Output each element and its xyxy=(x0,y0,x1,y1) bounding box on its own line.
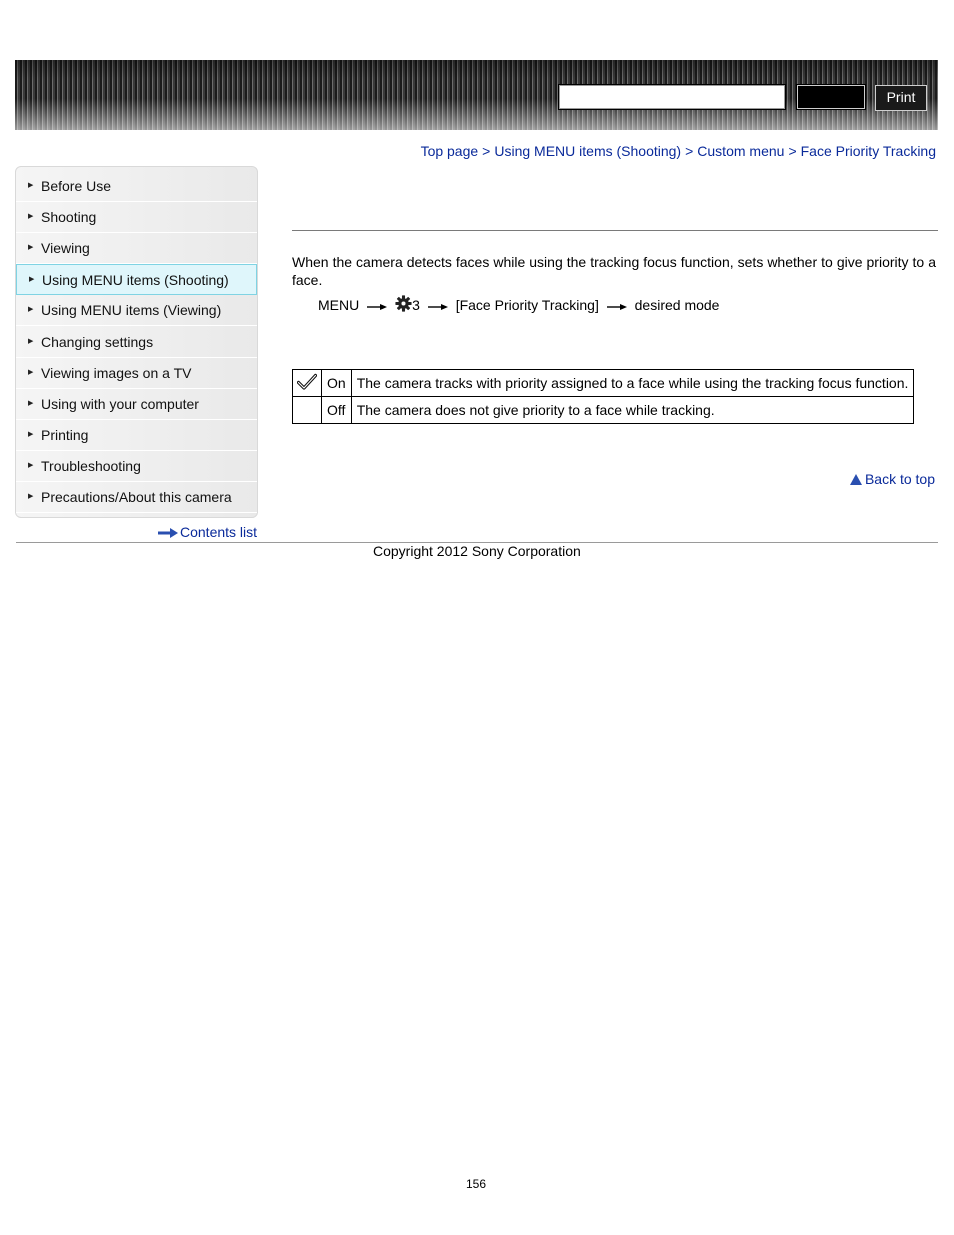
mode-name-cell: Off xyxy=(322,397,352,424)
copyright-text: Copyright 2012 Sony Corporation xyxy=(373,543,581,559)
search-button[interactable] xyxy=(797,85,865,109)
triangle-right-icon: ▶ xyxy=(29,276,35,283)
menu-path-gear-number: 3 xyxy=(412,297,420,313)
table-row xyxy=(293,397,914,424)
sidebar-item-troubleshooting[interactable] xyxy=(16,451,257,482)
sidebar-nav xyxy=(15,166,258,518)
triangle-up-icon xyxy=(850,472,862,488)
title-divider xyxy=(292,230,938,231)
menu-path-end: desired mode xyxy=(634,297,720,313)
mode-description-cell: The camera does not give priority to a face while tracking. xyxy=(351,397,914,424)
sidebar-item-label: Changing settings xyxy=(41,334,154,350)
triangle-right-icon: ▶ xyxy=(28,462,34,469)
sidebar-item-before-use[interactable] xyxy=(16,171,257,202)
page-number: 156 xyxy=(466,1177,487,1191)
sidebar-item-label: Troubleshooting xyxy=(41,458,141,474)
breadcrumb-separator: > xyxy=(788,143,797,159)
breadcrumb-using-menu-shooting[interactable]: Using MENU items (Shooting) xyxy=(494,143,682,159)
sidebar-item-label: Precautions/About this camera xyxy=(41,489,232,505)
menu-path xyxy=(318,294,719,318)
triangle-right-icon: ▶ xyxy=(28,306,34,313)
sidebar-item-using-menu-shooting[interactable] xyxy=(16,264,257,295)
default-mark-cell xyxy=(293,370,322,397)
sidebar-item-shooting[interactable] xyxy=(16,202,257,233)
long-arrow-right-icon xyxy=(367,295,387,317)
triangle-right-icon: ▶ xyxy=(28,338,34,345)
sidebar-item-viewing-on-tv[interactable] xyxy=(16,358,257,389)
menu-path-item: [Face Priority Tracking] xyxy=(455,297,599,313)
mode-description-cell: The camera tracks with priority assigned to a face while using the tracking focus function. xyxy=(351,370,914,397)
sidebar-item-viewing[interactable] xyxy=(16,233,257,264)
sidebar-item-label: Using with your computer xyxy=(41,396,199,412)
triangle-right-icon: ▶ xyxy=(28,244,34,251)
breadcrumb-separator: > xyxy=(482,143,491,159)
breadcrumb-separator: > xyxy=(685,143,694,159)
mode-table xyxy=(292,369,914,424)
triangle-right-icon: ▶ xyxy=(28,213,34,220)
triangle-right-icon: ▶ xyxy=(28,431,34,438)
sidebar-item-using-menu-viewing[interactable] xyxy=(16,295,257,326)
arrow-right-icon xyxy=(158,525,178,541)
search-input[interactable] xyxy=(559,85,785,109)
triangle-right-icon: ▶ xyxy=(28,369,34,376)
breadcrumb-top-page[interactable]: Top page xyxy=(420,143,479,159)
back-to-top-link[interactable] xyxy=(850,471,935,488)
print-button[interactable]: Print xyxy=(875,85,927,111)
sidebar-item-label: Before Use xyxy=(41,178,112,194)
triangle-right-icon: ▶ xyxy=(28,493,34,500)
sidebar-item-precautions[interactable] xyxy=(16,482,257,513)
sidebar-item-using-with-computer[interactable] xyxy=(16,389,257,420)
description-text: When the camera detects faces while using the tracking focus function, sets whether to give priority to a face. xyxy=(292,254,936,288)
breadcrumb xyxy=(421,143,936,159)
gear-icon xyxy=(395,295,412,318)
back-to-top-label: Back to top xyxy=(864,471,935,487)
long-arrow-right-icon xyxy=(607,295,627,317)
menu-path-menu: MENU xyxy=(318,297,360,313)
sidebar-item-printing[interactable] xyxy=(16,420,257,451)
mode-name-cell: On xyxy=(322,370,352,397)
triangle-right-icon: ▶ xyxy=(28,182,34,189)
default-mark-cell xyxy=(293,397,322,424)
sidebar-item-label: Shooting xyxy=(41,209,97,225)
contents-list-label: Contents list xyxy=(180,524,258,540)
triangle-right-icon: ▶ xyxy=(28,400,34,407)
sidebar-item-label: Viewing images on a TV xyxy=(41,365,192,381)
breadcrumb-custom-menu[interactable]: Custom menu xyxy=(697,143,785,159)
table-row xyxy=(293,370,914,397)
sidebar-item-changing-settings[interactable] xyxy=(16,327,257,358)
sidebar-item-label: Using MENU items (Shooting) xyxy=(42,272,229,288)
checkmark-icon xyxy=(297,378,317,394)
sidebar-item-label: Using MENU items (Viewing) xyxy=(41,302,222,318)
contents-list-link[interactable] xyxy=(158,524,257,541)
sidebar-item-label: Printing xyxy=(41,427,89,443)
long-arrow-right-icon xyxy=(428,295,448,317)
breadcrumb-current-page[interactable]: Face Priority Tracking xyxy=(800,143,936,159)
sidebar-item-label: Viewing xyxy=(41,240,90,256)
